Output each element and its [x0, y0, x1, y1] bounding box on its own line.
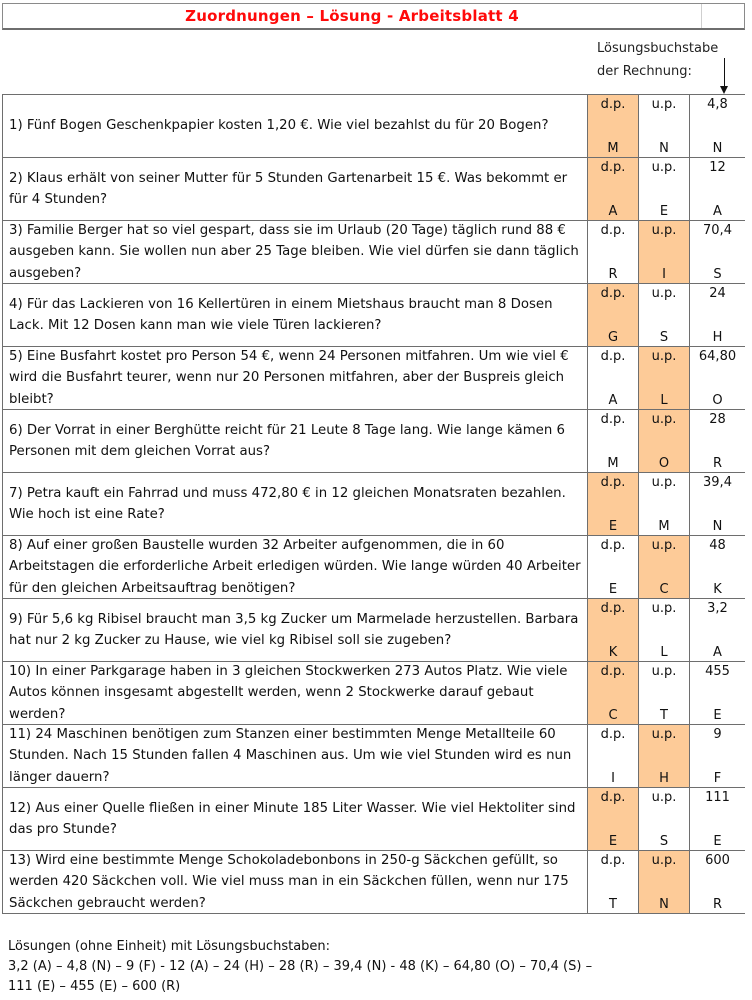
question-label: 10) In einer Parkgarage haben in 3 gleichen Stockwerken 273 Autos Platz. Wie viele Autos können insgesamt abgestellt werden, wenn 2 Stockwerke darauf gebaut werden? — [9, 663, 568, 722]
solution-value: 24 — [709, 286, 726, 301]
dp-letter: K — [608, 645, 618, 660]
cell-direct-proportional — [588, 662, 639, 724]
dp-label: d.p. — [600, 664, 626, 679]
up-letter: S — [659, 834, 669, 849]
question-text — [2, 536, 588, 598]
up-letter: T — [660, 708, 668, 723]
question-label: 5) Eine Busfahrt kostet pro Person 54 €, wenn 24 Personen mitfahren. Um wie viel € wird die Busfahrt teurer, wenn nur 20 Personen mitfahren, aber der Buspreis gleich bleibt? — [9, 348, 569, 407]
cell-direct-proportional — [588, 95, 639, 157]
question-label: 7) Petra kauft ein Fahrrad und muss 472,80 € in 12 gleichen Monatsraten bezahlen. Wie hoch ist eine Rate? — [9, 485, 566, 522]
question-label: 1) Fünf Bogen Geschenkpapier kosten 1,20 €. Wie viel bezahlst du für 20 Bogen? — [9, 118, 549, 134]
solutions-footer — [8, 937, 592, 997]
cell-inverse-proportional — [639, 95, 690, 157]
table-row — [2, 284, 745, 347]
question-label: 6) Der Vorrat in einer Berghütte reicht für 21 Leute 8 Tage lang. Wie lange kämen 6 Personen mit dem gleichen Vorrat aus? — [9, 422, 565, 459]
question-label: 4) Für das Lackieren von 16 Kellertüren in einem Mietshaus braucht man 8 Dosen Lack. Mit 12 Dosen kann man wie viele Türen lackieren? — [9, 296, 553, 333]
question-label: 13) Wird eine bestimmte Menge Schokoladebonbons in 250-g Säckchen gefüllt, so werden 420 Säckchen voll. Wie viel muss man in ein Säckchen füllen, wenn nur 175 Säckchen gebraucht werden? — [9, 852, 569, 911]
question-label: 2) Klaus erhält von seiner Mutter für 5 Stunden Gartenarbeit 15 €. Was bekommt er für 4 Stunden? — [9, 170, 568, 207]
up-label: u.p. — [651, 664, 677, 679]
up-letter: E — [659, 204, 669, 219]
dp-letter: A — [608, 393, 618, 408]
solution-letter-label: Lösungsbuchstabe — [597, 41, 719, 56]
table-row — [2, 158, 745, 221]
cell-direct-proportional — [588, 788, 639, 850]
solution-letter: E — [713, 708, 722, 723]
dp-label: d.p. — [600, 223, 626, 238]
dp-label: d.p. — [600, 727, 626, 742]
footer-line-1: 3,2 (A) – 4,8 (N) – 9 (F) - 12 (A) – 24 (H) – 28 (R) – 39,4 (N) - 48 (K) – 64,80 (O) – 70,4 (S) – — [8, 959, 593, 974]
up-label: u.p. — [651, 223, 677, 238]
up-letter: N — [659, 141, 669, 156]
up-label: u.p. — [651, 97, 677, 112]
dp-letter: E — [608, 582, 618, 597]
cell-solution-value — [690, 473, 745, 535]
solution-value: 12 — [709, 160, 726, 175]
dp-label: d.p. — [600, 790, 626, 805]
up-label: u.p. — [651, 349, 677, 364]
cell-direct-proportional — [588, 221, 639, 283]
solution-letter: N — [712, 141, 723, 156]
cell-solution-value — [690, 410, 745, 472]
title-box — [2, 3, 745, 30]
solution-value: 3,2 — [707, 601, 728, 616]
cell-direct-proportional — [588, 410, 639, 472]
question-text — [2, 599, 588, 661]
question-text — [2, 347, 588, 409]
cell-solution-value — [690, 851, 745, 913]
cell-direct-proportional — [588, 851, 639, 913]
dp-letter: C — [608, 708, 618, 723]
arrow-head-icon — [720, 86, 728, 94]
question-text — [2, 410, 588, 472]
table-row — [2, 410, 745, 473]
solution-letter: K — [713, 582, 722, 597]
table-row — [2, 221, 745, 284]
cell-inverse-proportional — [639, 599, 690, 661]
up-label: u.p. — [651, 412, 677, 427]
solution-value: 4,8 — [707, 97, 728, 112]
cell-solution-value — [690, 725, 745, 787]
question-text — [2, 95, 588, 157]
up-letter: L — [660, 393, 668, 408]
dp-label: d.p. — [600, 412, 626, 427]
dp-label: d.p. — [600, 286, 626, 301]
cell-solution-value — [690, 95, 745, 157]
question-label: 9) Für 5,6 kg Ribisel braucht man 3,5 kg Zucker um Marmelade herzustellen. Barbara hat nur 2 kg Zucker zu Hause, wie viel kg Ribisel soll sie zugeben? — [9, 611, 579, 648]
dp-label: d.p. — [600, 349, 626, 364]
up-letter: C — [659, 582, 669, 597]
table-row — [2, 95, 745, 158]
dp-label: d.p. — [600, 97, 626, 112]
up-letter: S — [659, 330, 669, 345]
dp-letter: M — [607, 456, 619, 471]
solution-letter: H — [712, 330, 723, 345]
cell-inverse-proportional — [639, 410, 690, 472]
up-label: u.p. — [651, 160, 677, 175]
dp-label: d.p. — [600, 538, 626, 553]
up-letter: I — [662, 267, 666, 282]
question-label: 11) 24 Maschinen benötigen zum Stanzen einer bestimmten Menge Metallteile 60 Stunden. Nach 15 Stunden fallen 4 Maschinen aus. Um wie viel Stunden wird es nun länger dauern? — [9, 726, 572, 785]
solution-value: 70,4 — [703, 223, 732, 238]
solution-letter: O — [712, 393, 723, 408]
up-label: u.p. — [651, 475, 677, 490]
dp-letter: E — [608, 519, 618, 534]
cell-inverse-proportional — [639, 788, 690, 850]
solution-letter: S — [713, 267, 722, 282]
table-row — [2, 536, 745, 599]
cell-solution-value — [690, 662, 745, 724]
exercise-table — [2, 94, 745, 914]
page-title: Zuordnungen – Lösung - Arbeitsblatt 4 — [185, 7, 519, 25]
solution-letter: R — [712, 897, 723, 912]
up-label: u.p. — [651, 601, 677, 616]
cell-solution-value — [690, 221, 745, 283]
cell-direct-proportional — [588, 284, 639, 346]
cell-direct-proportional — [588, 536, 639, 598]
table-row — [2, 662, 745, 725]
table-row — [2, 473, 745, 536]
table-row — [2, 851, 745, 914]
title-divider — [701, 4, 702, 28]
down-arrow-icon — [724, 58, 725, 88]
question-text — [2, 851, 588, 913]
solution-letter: E — [713, 834, 722, 849]
cell-inverse-proportional — [639, 347, 690, 409]
question-text — [2, 221, 588, 283]
dp-label: d.p. — [600, 475, 626, 490]
question-text — [2, 662, 588, 724]
solution-value: 600 — [705, 853, 730, 868]
solution-value: 455 — [705, 664, 730, 679]
dp-label: d.p. — [600, 160, 626, 175]
cell-direct-proportional — [588, 599, 639, 661]
cell-direct-proportional — [588, 473, 639, 535]
up-label: u.p. — [651, 790, 677, 805]
solution-value: 28 — [709, 412, 726, 427]
solution-value: 9 — [713, 727, 722, 742]
up-letter: N — [659, 897, 669, 912]
solution-value: 48 — [709, 538, 726, 553]
dp-letter: M — [607, 141, 619, 156]
dp-label: d.p. — [600, 853, 626, 868]
up-label: u.p. — [651, 538, 677, 553]
dp-letter: I — [611, 771, 615, 786]
dp-letter: T — [609, 897, 617, 912]
cell-solution-value — [690, 347, 745, 409]
solution-letter: N — [712, 519, 723, 534]
cell-inverse-proportional — [639, 284, 690, 346]
solution-letter: A — [713, 204, 722, 219]
dp-letter: G — [607, 330, 619, 345]
cell-inverse-proportional — [639, 536, 690, 598]
solution-letter: A — [713, 645, 722, 660]
dp-letter: E — [608, 834, 618, 849]
up-label: u.p. — [651, 727, 677, 742]
question-text — [2, 284, 588, 346]
cell-solution-value — [690, 599, 745, 661]
solution-letter: F — [713, 771, 722, 786]
up-letter: L — [660, 645, 668, 660]
up-label: u.p. — [651, 853, 677, 868]
solution-value: 111 — [705, 790, 730, 805]
up-letter: H — [659, 771, 669, 786]
up-letter: M — [658, 519, 670, 534]
cell-inverse-proportional — [639, 473, 690, 535]
question-label: 12) Aus einer Quelle fließen in einer Minute 185 Liter Wasser. Wie viel Hektoliter sind das pro Stunde? — [9, 800, 576, 837]
solution-letter-label-2: der Rechnung: — [597, 64, 692, 79]
table-row — [2, 788, 745, 851]
cell-solution-value — [690, 788, 745, 850]
question-text — [2, 473, 588, 535]
cell-inverse-proportional — [639, 662, 690, 724]
solution-value: 64,80 — [698, 349, 737, 364]
table-row — [2, 599, 745, 662]
cell-direct-proportional — [588, 725, 639, 787]
cell-solution-value — [690, 536, 745, 598]
footer-line-2: 111 (E) – 455 (E) – 600 (R) — [8, 979, 181, 994]
cell-inverse-proportional — [639, 158, 690, 220]
cell-solution-value — [690, 158, 745, 220]
dp-letter: A — [608, 204, 618, 219]
dp-letter: R — [608, 267, 618, 282]
question-text — [2, 725, 588, 787]
table-row — [2, 725, 745, 788]
up-letter: O — [658, 456, 670, 471]
footer-heading: Lösungen (ohne Einheit) mit Lösungsbuchstaben: — [8, 939, 331, 954]
dp-label: d.p. — [600, 601, 626, 616]
cell-inverse-proportional — [639, 725, 690, 787]
question-label: 8) Auf einer großen Baustelle wurden 32 Arbeiter aufgenommen, die in 60 Arbeitstagen die erforderliche Arbeit erledigen würden. Wie lange würden 40 Arbeiter für den gleichen Arbeitsauftrag benötigen? — [9, 537, 581, 596]
cell-inverse-proportional — [639, 221, 690, 283]
question-label: 3) Familie Berger hat so viel gespart, dass sie im Urlaub (20 Tage) täglich rund 88 € ausgeben kann. Sie wollen nun aber 25 Tage bleiben. Wie viel dürfen sie dann täglich ausgeben? — [9, 222, 579, 281]
solution-letter: R — [712, 456, 723, 471]
cell-direct-proportional — [588, 347, 639, 409]
table-row — [2, 347, 745, 410]
up-label: u.p. — [651, 286, 677, 301]
cell-solution-value — [690, 284, 745, 346]
solution-value: 39,4 — [703, 475, 732, 490]
question-text — [2, 158, 588, 220]
question-text — [2, 788, 588, 850]
cell-inverse-proportional — [639, 851, 690, 913]
cell-direct-proportional — [588, 158, 639, 220]
